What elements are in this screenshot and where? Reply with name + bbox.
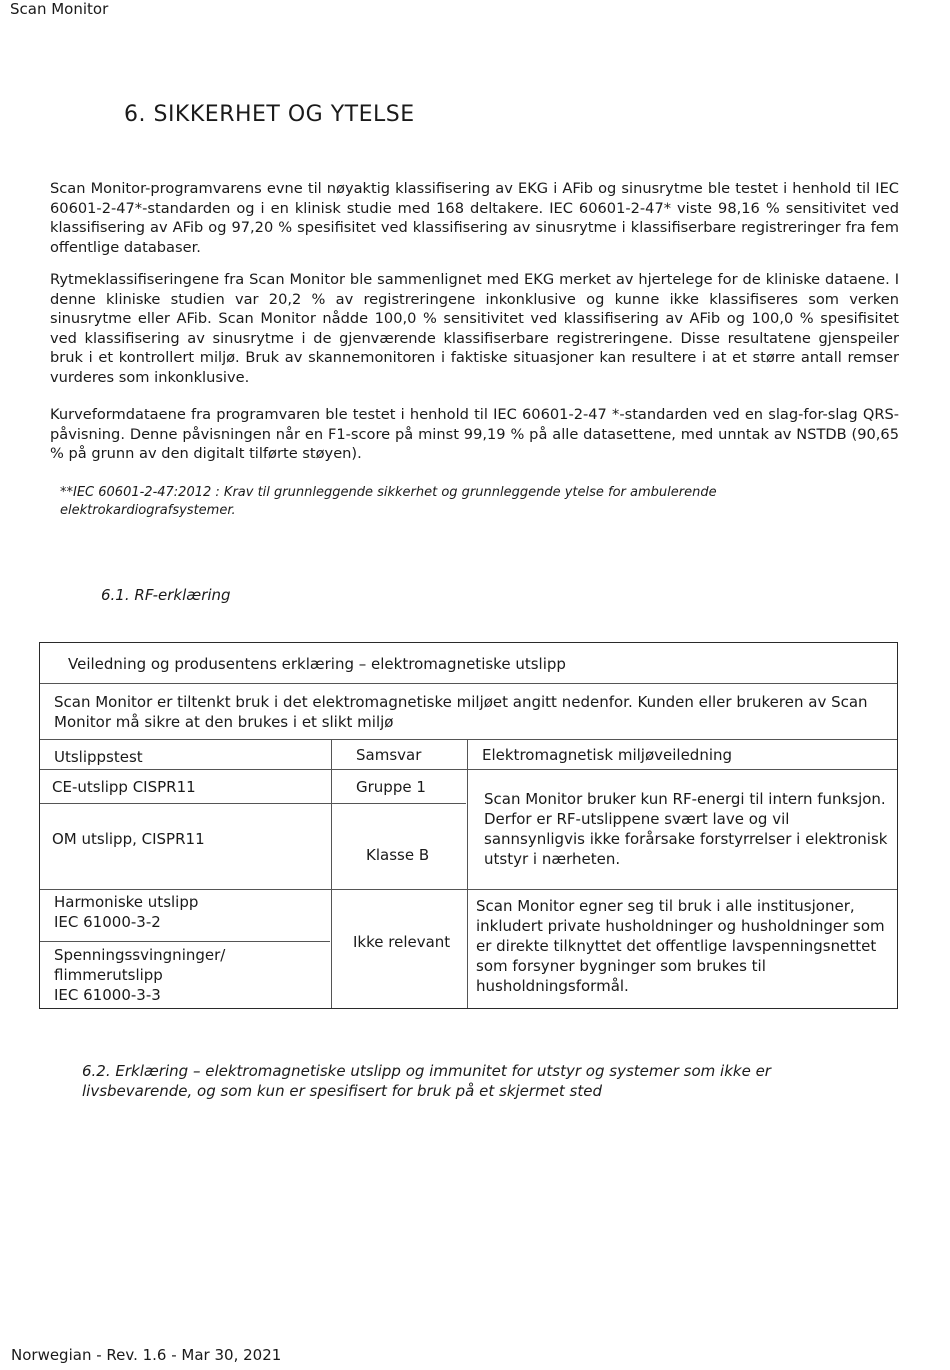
- header-compliance: Samsvar: [356, 746, 422, 764]
- header-emission-test: Utslippstest: [54, 748, 143, 766]
- subsection-rf-title: 6.1. RF-erklæring: [101, 586, 231, 604]
- paragraph-waveform-data: Kurveformdataene fra programvaren ble testet i henhold til IEC 60601-2-47 *-standarden ved en slag-for-slag QRS-påvisning. Denne påvisningen når en F1-score på minst 99,19 % på alle datasettene, med unntak av NSTDB (90,65 % på grunn av den digitalt tilførte støyen).: [50, 406, 899, 463]
- institution-guidance: Scan Monitor egner seg til bruk i alle institusjoner, inkludert private husholdninger og husholdninger som er direkte tilknyttet det offentlige lavspenningsnettet som forsyner bygninger som brukes til husholdningsformål.: [476, 897, 885, 995]
- paragraph-clinical-study: Rytmeklassifiseringene fra Scan Monitor ble sammenlignet med EKG merket av hjertelege for de kliniske dataene. I denne kliniske studien var 20,2 % av registreringene inkonklusive og kunne ikke klassifiseres som verken sinusrytme eller AFib. Scan Monitor nådde 100,0 % sensitivitet ved klassifisering av AFib og 100,0 % spesifisitet ved klassifisering av sinusrytme i de gjenværende klassifiserbare registreringene. Disse resultatene gjenspeiler bruk i et kontrollert miljø. Bruk av skannemonitoren i faktiske situasjoner kan resultere i at et større antall remser vurderes som inkonklusive.: [50, 271, 899, 386]
- table-divider: [40, 683, 897, 684]
- table-divider: [40, 941, 330, 942]
- subsection-immunity-title: 6.2. Erklæring – elektromagnetiske utslipp og immunitet for utstyr og systemer som ikke er livsbevarende, og som kun er spesifisert for bruk på et skjermet sted: [82, 1062, 771, 1100]
- section-title: 6. SIKKERHET OG YTELSE: [124, 102, 415, 127]
- harmonic-emission-test: Harmoniske utslipp IEC 61000-3-2: [54, 893, 199, 931]
- rf-emissions-table: [39, 642, 898, 1009]
- table-column-divider: [331, 739, 332, 1008]
- not-relevant-compliance: Ikke relevant: [353, 933, 451, 951]
- header-guidance: Elektromagnetisk miljøveiledning: [482, 746, 733, 764]
- table-divider: [40, 769, 897, 770]
- om-emission-test: OM utslipp, CISPR11: [52, 830, 205, 848]
- footer-revision: Norwegian - Rev. 1.6 - Mar 30, 2021: [11, 1346, 282, 1364]
- paragraph-classification-test: Scan Monitor-programvarens evne til nøyaktig klassifisering av EKG i AFib og sinusrytme ble testet i henhold til IEC 60601-2-47*-standarden og i en klinisk studie med 168 deltakere. IEC 60601-2-47* viste 98,16 % sensitivitet ved klassifisering av AFib og 97,20 % spesifisitet ved klassifisering av sinusrytme i klassifiserbare registreringer fra fem offentlige databaser.: [50, 180, 899, 256]
- om-compliance: Klasse B: [366, 846, 430, 864]
- rf-guidance: Scan Monitor bruker kun RF-energi til intern funksjon. Derfor er RF-utslippene svært lave og vil sannsynligvis ikke forårsake forstyrrelser i elektronisk utstyr i nærheten.: [484, 790, 888, 868]
- table-divider: [40, 803, 466, 804]
- flicker-emission-test: Spenningssvingninger/ flimmerutslipp IEC 61000-3-3: [54, 946, 226, 1004]
- table-column-divider: [467, 739, 468, 1008]
- table-title: Veiledning og produsentens erklæring – elektromagnetiske utslipp: [68, 655, 566, 673]
- table-divider: [40, 889, 897, 890]
- table-intro: Scan Monitor er tiltenkt bruk i det elektromagnetiske miljøet angitt nedenfor. Kunden eller brukeren av Scan Monitor må sikre at den brukes i et slikt miljø: [54, 693, 868, 731]
- ce-emission-test: CE-utslipp CISPR11: [52, 778, 196, 796]
- header-app-title: Scan Monitor: [10, 0, 109, 18]
- table-divider: [40, 739, 897, 740]
- standard-footnote: **IEC 60601-2-47:2012 : Krav til grunnleggende sikkerhet og grunnleggende ytelse for ambulerende elektrokardiografsystemer.: [60, 485, 717, 518]
- ce-compliance: Gruppe 1: [356, 778, 426, 796]
